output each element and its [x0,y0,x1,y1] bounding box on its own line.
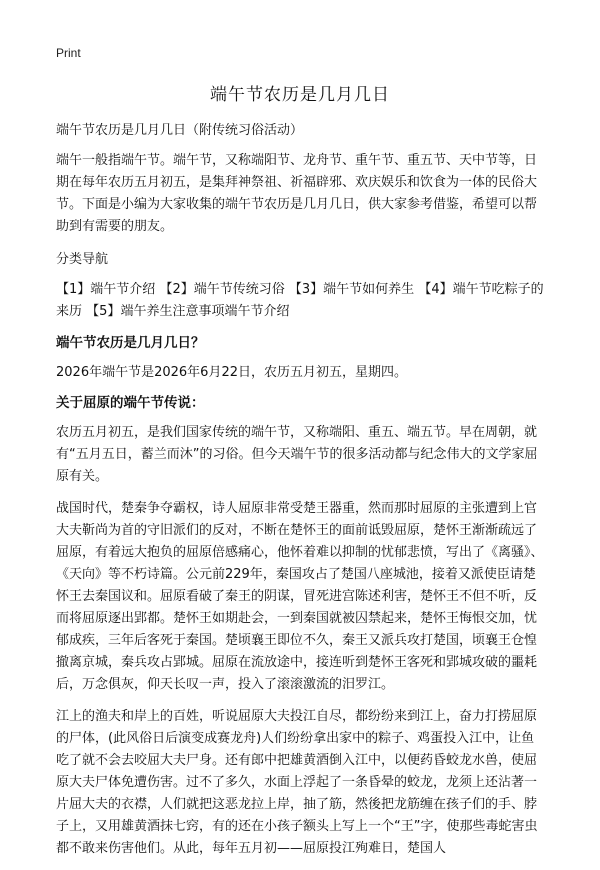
page-title: 端午节农历是几月几日 [210,85,390,105]
nav-link-4[interactable]: 【4】端午节吃粽子的来历 [56,282,544,319]
nav-heading: 分类导航 [56,252,109,267]
section-heading-date: 端午节农历是几月几日？ [56,335,205,351]
date-paragraph: 2026年端午节是2026年6月22日，农历五月初五，星期四。 [56,365,407,380]
legend-paragraph-1: 农历五月初五，是我们国家传统的端午节，又称端阳、重五、端五节。早在周朝，就有“五月五日，蓄兰而沐”的习俗。但今天端午节的很多活动都与纪念伟大的文学家屈原有关。 [56,425,538,484]
nav-link-2[interactable]: 【2】端午节传统习俗 [159,282,285,297]
category-nav [56,279,546,323]
intro-paragraph: 端午一般指端午节。端午节，又称端阳节、龙舟节、重午节、重五节、天中节等，日期在每年农历五月初五，是集拜神祭祖、祈福辟邪、欢庆娱乐和饮食为一体的民俗大节。下面是小编为大家收集的端午节农历是几月几日，供大家参考借鉴，希望可以帮助到有需要的朋友。 [56,153,538,234]
section-heading-legend: 关于屈原的端午节传说： [56,395,205,411]
legend-paragraph-2: 战国时代，楚秦争夺霸权，诗人屈原非常受楚王器重，然而那时屈原的主张遭到上官大夫靳尚为首的守旧派们的反对，不断在楚怀王的面前诋毁屈原，楚怀王渐渐疏远了屈原，有着远大抱负的屈原倍感痛心，他怀着难以抑制的忧郁悲愤，写出了《离骚》、《天向》等不朽诗篇。公元前229年，秦国攻占了楚国八座城池，接着又派使臣请楚怀王去秦国议和。屈原看破了秦王的阴谋，冒死进宫陈述利害，楚怀王不但不听，反而将屈原逐出郢都。楚怀王如期赴会，一到秦国就被囚禁起来，楚怀王悔恨交加，忧郁成疾，三年后客死于秦国。楚顷襄王即位不久，秦王又派兵攻打楚国，顷襄王仓惶撤离京城，秦兵攻占郢城。屈原在流放途中，接连听到楚怀王客死和郢城攻破的噩耗后，万念俱灰，仰天长叹一声，投入了滚滚激流的汨罗江。 [56,501,544,692]
nav-link-3[interactable]: 【3】端午节如何养生 [288,282,415,297]
print-link[interactable]: Print [56,46,81,60]
nav-link-5[interactable]: 【5】端午养生注意事项端午节介绍 [86,304,290,319]
article-subtitle: 端午节农历是几月几日（附传统习俗活动） [56,123,304,138]
article-body [56,120,546,870]
nav-link-1[interactable]: 【1】端午节介绍 [56,282,156,297]
legend-paragraph-3: 江上的渔夫和岸上的百姓，听说屈原大夫投江自尽，都纷纷来到江上，奋力打捞屈原的尸体，(此风俗日后演变成赛龙舟)人们纷纷拿出家中的粽子、鸡蛋投入江中，让鱼吃了就不会去咬屈大夫尸身。还有郎中把雄黄酒倒入江中，以便药昏蛟龙水兽，使屈原大夫尸体免遭伤害。过不了多久，水面上浮起了一条昏晕的蛟龙，龙须上还沾著一片屈大夫的衣襟，人们就把这恶龙拉上岸，抽了筋，然後把龙筋缠在孩子们的手、脖子上，又用雄黄酒抹七窍，有的还在小孩子额头上写上一个“王”字，使那些毒蛇害虫都不敢来伤害他们。从此，每年五月初——屈原投江殉难日，楚国人 [56,709,538,856]
